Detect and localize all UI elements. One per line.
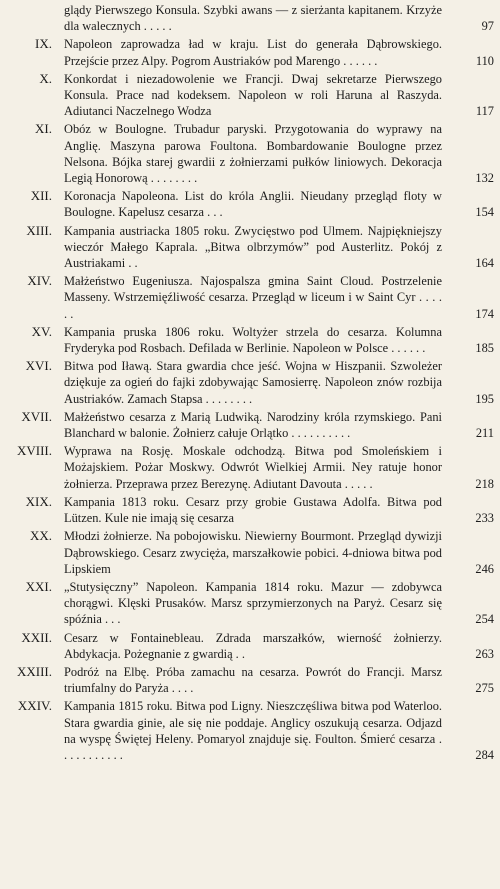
page-number: 154: [475, 205, 494, 220]
toc-entry: [0, 2, 500, 34]
chapter-number: XXIII.: [16, 663, 52, 679]
page-number: 284: [475, 747, 494, 762]
chapter-number: XXII.: [21, 629, 52, 645]
page-number: 164: [475, 256, 494, 271]
page-number: 246: [475, 561, 494, 576]
page-number: 275: [475, 681, 494, 696]
toc-entry: [0, 188, 500, 220]
chapter-description: Cesarz w Fontainebleau. Zdrada marszałków, wierność żołnierzy. Abdykacja. Pożegnanie z gwardią . .: [64, 630, 442, 661]
chapter-description: Napoleon zaprowadza ład w kraju. List do generała Dąbrowskiego. Przejście przez Alpy. Pogrom Austriaków pod Marengo . . . . . .: [64, 37, 442, 68]
chapter-description: Kampania austriacka 1805 roku. Zwycięstwo pod Ulmem. Najpiękniejszy wieczór Małego Kaprala. „Bitwa olbrzymów” pod Austerlitz. Pokój z Austriakami . .: [64, 223, 442, 271]
toc-entry: [0, 630, 500, 662]
chapter-number: X.: [39, 70, 52, 86]
chapter-number: XXI.: [25, 578, 52, 594]
chapter-description: Małżeństwo cesarza z Marią Ludwiką. Narodziny króla rzymskiego. Pani Blanchard w balonie. Żołnierz całuje Orlątko . . . . . . . . . .: [64, 409, 442, 441]
toc-entry: [0, 121, 500, 186]
chapter-number: XVII.: [21, 408, 52, 424]
toc-entry: [0, 36, 500, 68]
chapter-description: Obóz w Boulogne. Trubadur paryski. Przygotowania do wyprawy na Anglię. Maszyna parowa Foultona. Bombardowanie Boulogne przez Nelsona. Bójka starej gwardii z żołnierzami pułków liniowych. Dekoracja Legią Honorową . . . . . . . .: [64, 122, 442, 186]
toc-entry: [0, 324, 500, 356]
chapter-description: „Stutysięczny” Napoleon. Kampania 1814 roku. Mazur — zdobywca chorągwi. Klęski Prusaków. Marsz sprzymierzonych na Paryż. Cesarz się spóźnia . . .: [64, 579, 442, 627]
table-of-contents: [0, 2, 500, 765]
chapter-description: Konkordat i niezadowolenie we Francji. Dwaj sekretarze Pierwszego Konsula. Prace nad kodeksem. Napoleon w roli Haruna al Raszyda. Adiutanci Naczelnego Wodza: [64, 71, 442, 119]
toc-entry: [0, 698, 500, 763]
page-number: 185: [475, 341, 494, 356]
page-number: 195: [475, 391, 494, 406]
toc-entry: [0, 273, 500, 322]
toc-entry: [0, 223, 500, 272]
chapter-number: XIII.: [26, 222, 52, 238]
page-number: 132: [475, 171, 494, 186]
page-number: 254: [475, 612, 494, 627]
page-number: 263: [475, 646, 494, 661]
chapter-description: Bitwa pod Iławą. Stara gwardia chce jeść. Wojna w Hiszpanii. Szwoleżer dziękuje za ogień do fajki zdobywając Samosierrę. Napoleon znów rozbija Austriaków. Zamach Stapsa . . . . . . . .: [64, 359, 442, 406]
chapter-number: XIX.: [25, 493, 52, 509]
page-number: 174: [475, 306, 494, 321]
chapter-number: IX.: [35, 36, 52, 52]
chapter-description: Młodzi żołnierze. Na pobojowisku. Niewierny Bourmont. Przegląd dywizji Dąbrowskiego. Cesarz zwycięża, marszałkowie pobici. 4-dniowa bitwa pod Lipskiem: [64, 529, 442, 576]
chapter-number: XV.: [31, 323, 52, 339]
toc-entry: [0, 71, 500, 120]
chapter-description: Podróż na Elbę. Próba zamachu na cesarza. Powrót do Francji. Marsz triumfalny do Paryża . . . .: [64, 664, 442, 696]
toc-entry: [0, 579, 500, 628]
chapter-number: XVIII.: [16, 443, 52, 459]
chapter-description: Kampania pruska 1806 roku. Woltyżer strzela do cesarza. Kolumna Fryderyka pod Rosbach. Defilada w Berlinie. Napoleon w Polsce . . . . . .: [64, 324, 442, 356]
chapter-description: Wyprawa na Rosję. Moskale odchodzą. Bitwa pod Smoleńskiem i Możajskiem. Pożar Moskwy. Odwrót Wielkiej Armii. Ney ratuje honor żołnierza. Przeprawa przez Berezynę. Adiutant Davouta . . . . .: [64, 444, 442, 491]
chapter-description: Koronacja Napoleona. List do króla Anglii. Nieudany przegląd floty w Boulogne. Kapelusz cesarza . . .: [64, 189, 442, 220]
page-number: 110: [475, 53, 494, 68]
toc-entry: [0, 358, 500, 407]
toc-entry: [0, 528, 500, 577]
chapter-description: glądy Pierwszego Konsula. Szybki awans — z sierżanta kapitanem. Krzyże dla walecznych . . . . .: [64, 3, 442, 34]
chapter-number: XX.: [29, 528, 52, 544]
page-number: 117: [475, 104, 494, 119]
toc-entry: [0, 443, 500, 492]
chapter-number: XVI.: [25, 358, 52, 374]
page-number: 218: [475, 476, 494, 491]
toc-entry: [0, 664, 500, 696]
toc-entry: [0, 494, 500, 526]
chapter-description: Małżeństwo Eugeniusza. Najospalsza gmina Saint Cloud. Postrzelenie Masseny. Wstrzemięźliwość cesarza. Przegląd w liceum i w Saint Cyr . . . . . .: [64, 274, 442, 321]
chapter-number: XXIV.: [17, 698, 52, 714]
page-number: 97: [481, 19, 494, 34]
chapter-number: XI.: [35, 121, 52, 137]
page-number: 211: [475, 426, 494, 441]
toc-entry: [0, 409, 500, 441]
page-number: 233: [475, 511, 494, 526]
chapter-description: Kampania 1815 roku. Bitwa pod Ligny. Nieszczęśliwa bitwa pod Waterloo. Stara gwardia ginie, ale się nie poddaje. Anglicy oszukują cesarza. Odjazd na wyspę Świętej Heleny. Pomaryol znajduje się. Foulton. Śmierć cesarza . . . . . . . . . . .: [64, 699, 442, 762]
chapter-number: XIV.: [27, 273, 52, 289]
chapter-description: Kampania 1813 roku. Cesarz przy grobie Gustawa Adolfa. Bitwa pod Lützen. Kule nie imają się cesarza: [64, 494, 442, 526]
chapter-number: XII.: [30, 188, 52, 204]
